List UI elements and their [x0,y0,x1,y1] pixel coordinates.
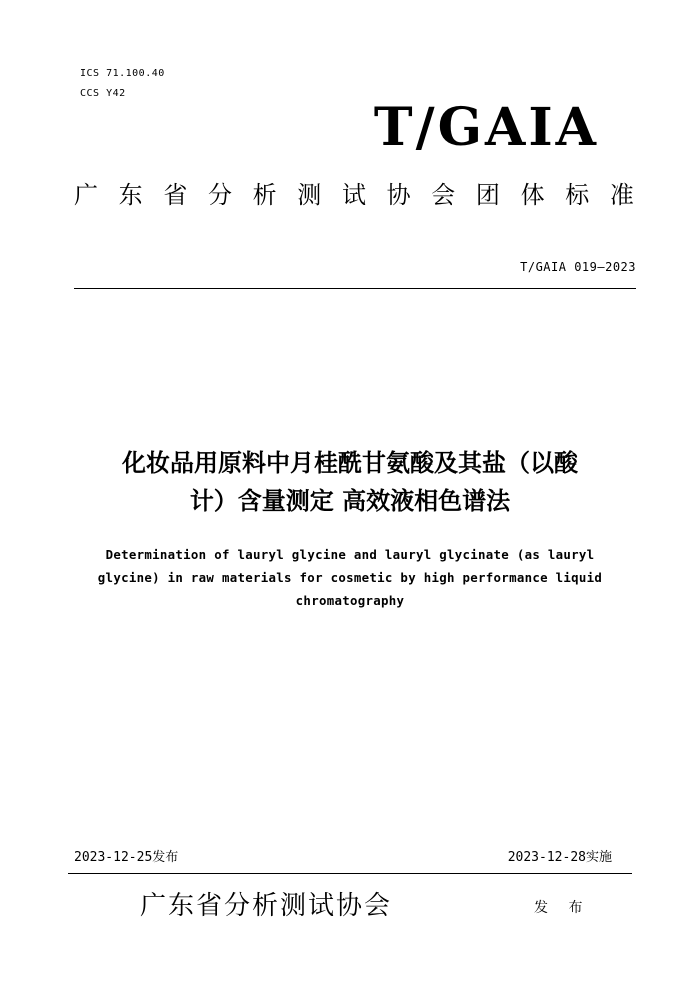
issue-date-value: 2023-12-25 [74,850,153,865]
title-chinese [40,444,660,520]
standard-type-char: 广 [74,181,98,209]
standard-type-char: 会 [431,181,456,209]
title-english-line-3: chromatography [295,593,405,608]
publisher-organization: 广东省分析测试协会 [140,891,393,921]
standard-type-char: 省 [163,181,188,209]
standard-type-char: 标 [565,181,590,209]
standard-type-char: 分 [207,181,232,209]
issue-date [74,846,178,865]
standard-type-title [74,178,634,212]
title-chinese-line-1: 化妆品用原料中月桂酰甘氨酸及其盐（以酸 [122,449,578,477]
header-divider [74,288,636,289]
implementation-date-value: 2023-12-28 [507,850,586,865]
title-english-line-1: Determination of lauryl glycine and lauryl glycinate (as lauryl [105,547,595,562]
standard-type-char: 东 [118,181,143,209]
standard-number: T/GAIA 019—2023 [520,260,636,274]
publisher-label: 发 布 [534,900,591,916]
footer-divider [68,873,632,874]
standard-type-char: 准 [609,181,634,209]
title-english-line-2: glycine) in raw materials for cosmetic by high performance liquid [97,570,603,585]
standard-type-char: 团 [475,181,500,209]
ccs-code: CCS Y42 [80,88,126,99]
ics-code: ICS 71.100.40 [80,68,165,79]
standard-type-char: 析 [252,181,277,209]
implementation-date [508,846,612,865]
standard-type-char: 试 [341,181,366,209]
standard-type-char: 协 [386,181,411,209]
standard-type-char: 体 [520,181,545,209]
implementation-date-label: 实施 [585,850,612,865]
standard-logo: T/GAIA [373,97,599,158]
title-chinese-line-2: 计）含量测定 高效液相色谱法 [189,487,511,515]
title-english [70,543,630,612]
issue-date-label: 发布 [152,850,179,865]
standard-type-char: 测 [297,181,322,209]
